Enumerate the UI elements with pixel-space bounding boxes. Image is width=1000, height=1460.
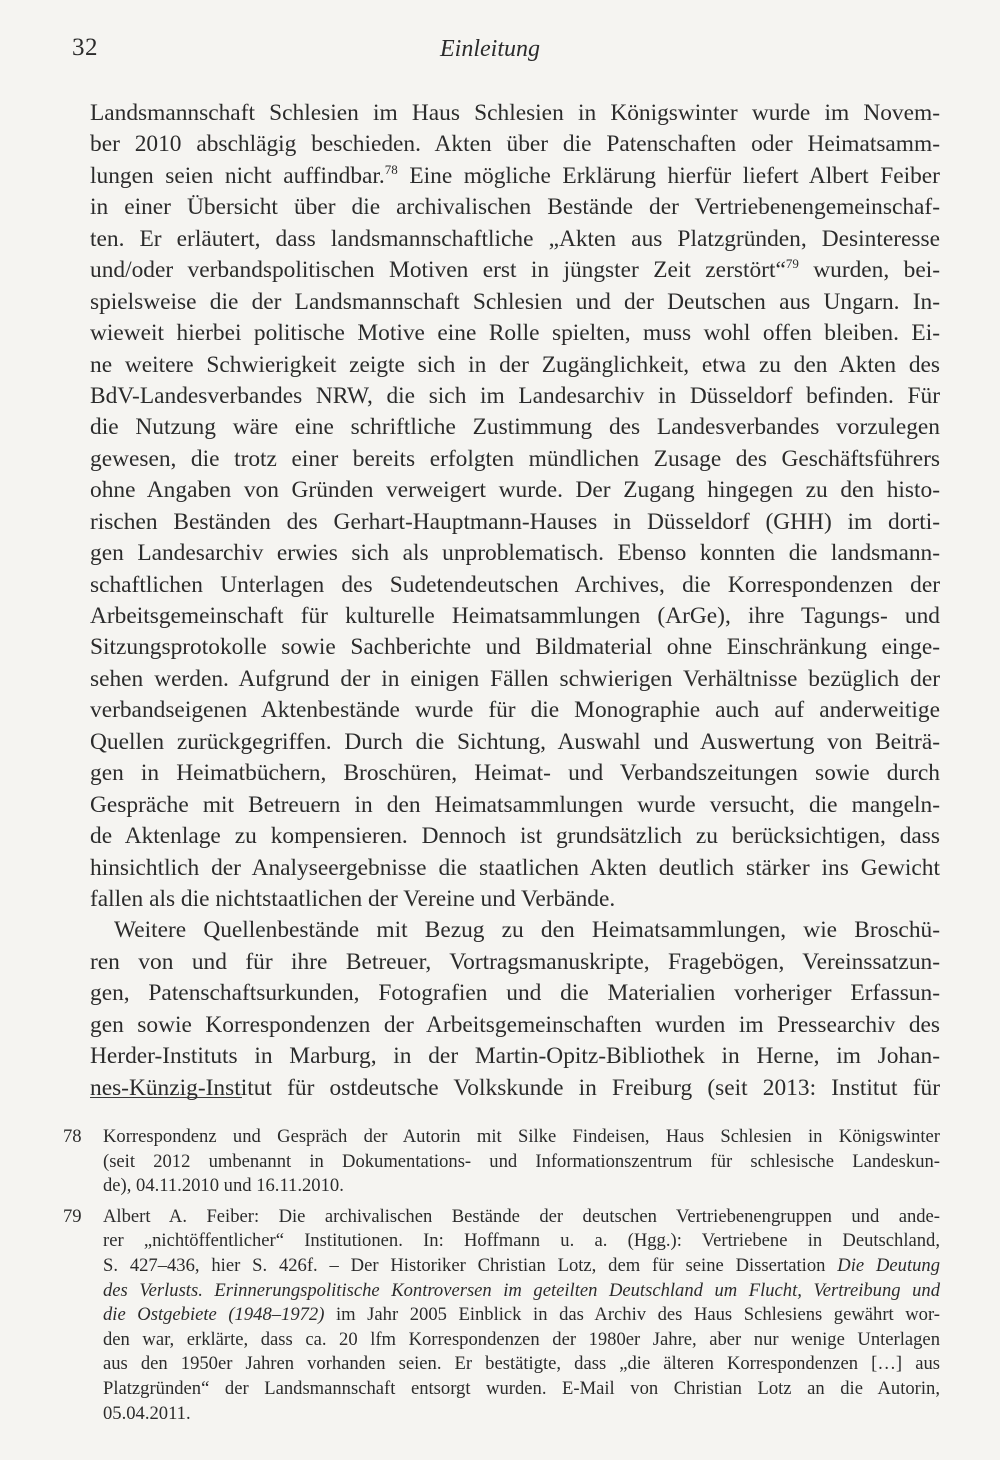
title-italic: Die Deutung	[837, 1254, 940, 1276]
text-segment: 05.04.2011.	[103, 1402, 191, 1424]
text-segment: im Jahr 2005 Einblick in das Archiv des Haus Schlesiens gewährt wor-	[324, 1304, 940, 1326]
footnote-line	[103, 1229, 940, 1254]
text-segment: ne weitere Schwierigkeit zeigte sich in der Zugänglichkeit, etwa zu den Akten des	[90, 351, 940, 378]
text-segment: hinsichtlich der Analyseergebnisse die staatlichen Akten deutlich stärker ins Gewicht	[90, 854, 940, 881]
text-line	[90, 255, 940, 286]
text-segment: den war, erklärte, dass ca. 20 lfm Korrespondenzen der 1980er Jahre, aber nur wenige Unterlagen	[103, 1328, 940, 1350]
text-line	[90, 98, 940, 129]
text-line	[90, 664, 940, 695]
text-segment: lungen seien nicht auffindbar.	[90, 162, 385, 189]
text-line	[90, 224, 940, 255]
text-line	[90, 1010, 940, 1041]
text-line	[90, 758, 940, 789]
title-italic: die Ostgebiete (1948–1972)	[103, 1304, 325, 1326]
footnote-line	[103, 1303, 940, 1328]
text-line	[90, 507, 940, 538]
text-segment: ten. Er erläutert, dass landsmannschaftliche „Akten aus Platzgründen, Desinteresse	[90, 225, 940, 252]
text-line	[90, 915, 940, 946]
footnote-line	[103, 1205, 940, 1230]
text-line	[90, 727, 940, 758]
text-line	[90, 601, 940, 632]
footnote-reference: 78	[384, 161, 398, 177]
text-line	[90, 412, 940, 443]
page-number: 32	[72, 34, 98, 61]
text-segment: gen in Heimatbüchern, Broschüren, Heimat- und Verbandszeitungen sowie durch	[90, 760, 940, 787]
footnote-number: 78	[63, 1126, 82, 1147]
text-segment: Albert A. Feiber: Die archivalischen Bestände der deutschen Vertriebenengruppen und ande-	[103, 1205, 940, 1227]
text-line	[90, 853, 940, 884]
text-segment: ren von und für ihre Betreuer, Vortragsmanuskripte, Fragebögen, Vereinssatzun-	[90, 948, 940, 975]
text-line	[90, 1041, 940, 1072]
text-segment: BdV-Landesverbandes NRW, die sich im Landesarchiv in Düsseldorf befinden. Für	[90, 382, 940, 409]
footnote-line	[103, 1150, 940, 1175]
text-line	[90, 570, 940, 601]
footnote-line	[103, 1125, 940, 1150]
text-segment: fallen als die nichtstaatlichen der Vereine und Verbände.	[90, 885, 616, 912]
text-line	[90, 695, 940, 726]
text-segment: Quellen zurückgegriffen. Durch die Sichtung, Auswahl und Auswertung von Beiträ-	[90, 728, 940, 755]
text-segment: und/oder verbandspolitischen Motiven erst in jüngster Zeit zerstört“	[90, 257, 786, 284]
footnote-line	[103, 1328, 940, 1353]
text-segment: Landsmannschaft Schlesien im Haus Schlesien in Königswinter wurde im Novem-	[90, 100, 940, 126]
text-line	[90, 161, 940, 192]
text-segment: Gespräche mit Betreuern in den Heimatsammlungen wurde versucht, die mangeln-	[90, 791, 940, 818]
text-segment: Platzgründen“ der Landsmannschaft entsorgt wurden. E-Mail von Christian Lotz an die Autorin,	[103, 1377, 940, 1399]
text-line	[90, 381, 940, 412]
text-segment: Arbeitsgemeinschaft für kulturelle Heimatsammlungen (ArGe), ihre Tagungs- und	[90, 603, 940, 629]
footnote-79	[63, 1205, 940, 1426]
title-italic: des Verlusts. Erinnerungspolitische Kontroversen im geteilten Deutschland um Flucht, Vertreibung und	[103, 1279, 940, 1301]
footnote-reference: 79	[785, 256, 799, 272]
text-segment: gen Landesarchiv erwies sich als unproblematisch. Ebenso konnten die landsmann-	[90, 540, 940, 567]
text-segment: wieweit hierbei politische Motive eine Rolle spielten, muss wohl offen bleiben. Ei-	[90, 320, 940, 347]
footnote-line	[103, 1279, 940, 1304]
text-segment: rischen Beständen des Gerhart-Hauptmann-Hauses in Düsseldorf (GHH) im dorti-	[90, 508, 940, 535]
footnote-divider	[90, 1097, 242, 1098]
text-segment: rer „nichtöffentlicher“ Institutionen. In: Hoffmann u. a. (Hgg.): Vertriebene in Deutschland,	[103, 1230, 940, 1252]
text-line	[90, 1073, 940, 1104]
text-segment: (seit 2012 umbenannt in Dokumentations- und Informationszentrum für schlesische Landeskun-	[103, 1150, 940, 1172]
running-title: Einleitung	[440, 36, 540, 62]
text-segment: nes-Künzig-Institut für ostdeutsche Volkskunde in Freiburg (seit 2013: Institut für	[90, 1074, 940, 1101]
text-line	[90, 821, 940, 852]
footnote-78	[63, 1125, 940, 1199]
text-segment: Eine mögliche Erklärung hierfür liefert Albert Feiber	[397, 162, 940, 189]
text-segment: S. 427–436, hier S. 426f. – Der Historiker Christian Lotz, dem für seine Dissertation	[103, 1254, 838, 1276]
text-segment: de Aktenlage zu kompensieren. Dennoch ist grundsätzlich zu berücksichtigen, dass	[90, 823, 940, 850]
text-line	[90, 475, 940, 506]
text-segment: de), 04.11.2010 und 16.11.2010.	[103, 1175, 344, 1197]
text-line	[90, 192, 940, 223]
text-segment: Weitere Quellenbestände mit Bezug zu den Heimatsammlungen, wie Broschü-	[114, 917, 940, 944]
text-segment: in einer Übersicht über die archivalischen Bestände der Vertriebenengemeinschaf-	[90, 194, 940, 221]
text-segment: Herder-Instituts in Marburg, in der Martin-Opitz-Bibliothek in Herne, im Johan-	[90, 1043, 940, 1070]
footnotes	[63, 1125, 940, 1432]
text-segment: gen sowie Korrespondenzen der Arbeitsgemeinschaften wurden im Pressearchiv des	[90, 1011, 940, 1038]
footnote-line	[103, 1352, 940, 1377]
text-line	[90, 884, 940, 915]
footnote-line	[103, 1402, 940, 1427]
text-line	[90, 947, 940, 978]
text-line	[90, 790, 940, 821]
text-line	[90, 287, 940, 318]
text-segment: ber 2010 abschlägig beschieden. Akten über die Patenschaften oder Heimatsamm-	[90, 131, 940, 158]
text-line	[90, 318, 940, 349]
text-segment: gen, Patenschaftsurkunden, Fotografien und die Materialien vorheriger Erfassun-	[90, 980, 940, 1007]
text-segment: spielsweise die der Landsmannschaft Schlesien und der Deutschen aus Ungarn. In-	[90, 288, 940, 315]
text-segment: gewesen, die trotz einer bereits erfolgten mündlichen Zusage des Geschäftsführers	[90, 445, 940, 472]
text-segment: verbandseigenen Aktenbestände wurde für die Monographie auch auf anderweitige	[90, 697, 940, 724]
footnote-line	[103, 1377, 940, 1402]
text-segment: ohne Angaben von Gründen verweigert wurde. Der Zugang hingegen zu den histo-	[90, 477, 940, 504]
footnote-line	[103, 1254, 940, 1279]
footnote-line	[103, 1174, 940, 1199]
text-line	[90, 444, 940, 475]
text-segment: wurden, bei-	[798, 257, 940, 284]
footnote-number: 79	[63, 1205, 82, 1227]
text-line	[90, 978, 940, 1009]
text-segment: Korrespondenz und Gespräch der Autorin mit Silke Findeisen, Haus Schlesien in Königswinter	[103, 1126, 940, 1147]
body-text	[90, 98, 940, 1104]
text-segment: Sitzungsprotokolle sowie Sachberichte und Bildmaterial ohne Einschränkung einge-	[90, 634, 940, 661]
text-segment: schaftlichen Unterlagen des Sudetendeutschen Archives, die Korrespondenzen der	[90, 571, 940, 598]
text-line	[90, 350, 940, 381]
text-segment: aus den 1950er Jahren vorhanden seien. Er bestätigte, dass „die älteren Korrespondenzen […] aus	[103, 1353, 940, 1375]
text-line	[90, 129, 940, 160]
text-line	[90, 538, 940, 569]
text-line	[90, 632, 940, 663]
text-segment: sehen werden. Aufgrund der in einigen Fällen schwierigen Verhältnisse bezüglich der	[90, 665, 940, 692]
text-segment: die Nutzung wäre eine schriftliche Zustimmung des Landesverbandes vorzulegen	[90, 414, 940, 441]
